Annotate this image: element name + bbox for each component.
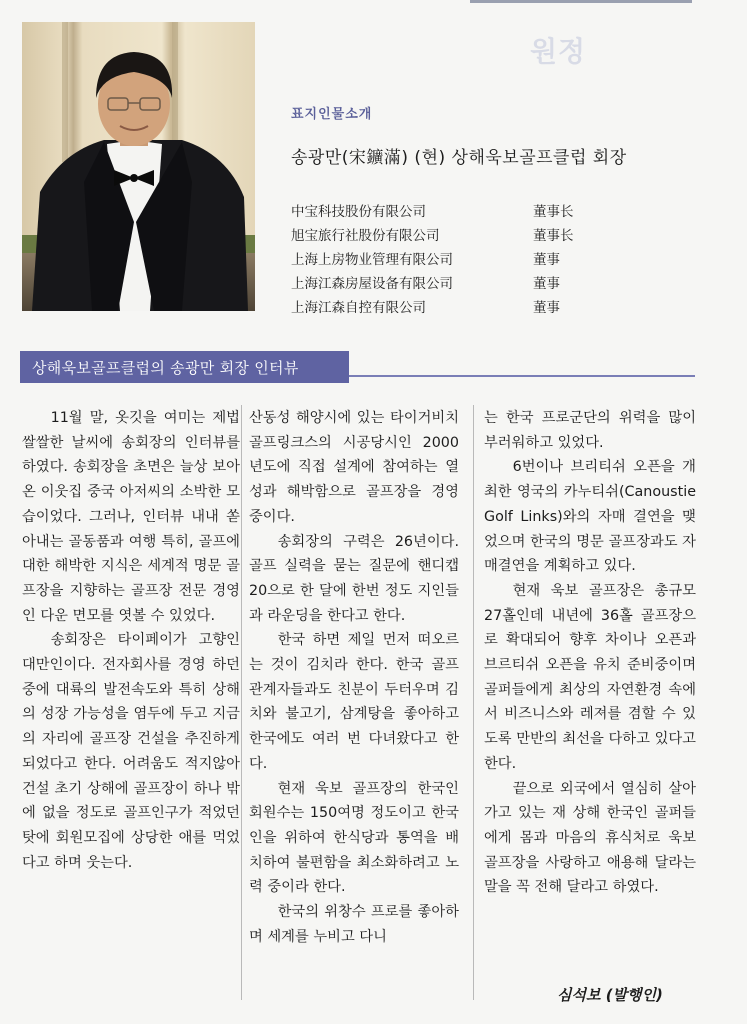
interview-banner [20, 351, 695, 383]
article-paragraph: 6번이나 브리티쉬 오픈을 개최한 영국의 카누티쉬(Canoustie Golf Links)와의 자매 결연을 맺었으며 한국의 명문 골프장과도 자매결연을 계획하고 있다. [484, 459, 696, 575]
article-paragraph: 송회장의 구력은 26년이다. 골프 실력을 묻는 질문에 핸디캡 20으로 한 달에 한번 정도 지인들과 라운딩을 한다고 한다. [249, 533, 459, 624]
position-row [291, 248, 611, 272]
portrait-figure [22, 22, 255, 311]
position-row [291, 224, 611, 248]
article-column-1 [22, 406, 240, 875]
cover-person-name: 송광만(宋鑛滿) (현) 상해욱보골프클럽 회장 [291, 148, 627, 168]
article-paragraph: 산동성 해양시에 있는 타이거비치 골프링크스의 시공당시인 2000년도에 직접 설계에 참여하는 열성과 해박함으로 골프장을 경영 중이다. [249, 410, 459, 525]
company-name: 中宝科技股份有限公司 [291, 204, 426, 220]
position-title: 董事 [533, 300, 560, 316]
position-row [291, 272, 611, 296]
top-rule [470, 0, 692, 3]
article-paragraph: 현재 욱보 골프장은 총규모 27홀인데 내년에 36홀 골프장으로 확대되어 향후 차이나 오픈과 브르티쉬 오픈을 유치 준비중이며 골퍼들에게 최상의 자연환경 속에서 비즈니스와 레져를 겸할 수 있도록 만반의 최선을 다하고 있다고 한다. [484, 582, 696, 772]
position-title: 董事长 [533, 204, 574, 220]
company-name: 旭宝旅行社股份有限公司 [291, 228, 440, 244]
position-row [291, 296, 611, 320]
article-paragraph: 한국의 위창수 프로를 좋아하며 세계를 누비고 다니 [249, 904, 459, 945]
article-column-2 [249, 406, 459, 949]
background-title: 원정 [530, 35, 587, 68]
banner-rule [349, 375, 695, 377]
article-paragraph: 현재 욱보 골프장의 한국인 회원수는 150여명 정도이고 한국인을 위하여 한식당과 통역을 배치하여 불편함을 최소화하려고 노력 중이라 한다. [249, 780, 459, 896]
article-paragraph: 는 한국 프로군단의 위력을 많이 부러워하고 있었다. [484, 410, 696, 451]
position-title: 董事长 [533, 228, 574, 244]
cover-person-label: 표지인물소개 [291, 107, 373, 122]
position-title: 董事 [533, 276, 560, 292]
article-paragraph: 11월 말, 옷깃을 여미는 제법 쌀쌀한 날씨에 송회장의 인터뷰를 하였다. 송회장을 초면은 늘상 보아온 이웃집 중국 아저씨의 소박한 모습이었다. 그러나, 인터뷰 내내 쏟아내는 골동품과 여행 특히, 골프에 대한 해박한 지식은 세계적 명문 골프장을 지향하는 골프장 전문 경영인 다운 면모를 엿볼 수 있었다. [22, 410, 240, 624]
article-paragraph: 끝으로 외국에서 열심히 살아가고 있는 재 상해 한국인 골퍼들에게 몸과 마음의 휴식처로 욱보 골프장을 사랑하고 애용해 달라는 말을 꼭 전해 달라고 하였다. [484, 780, 696, 896]
position-row [291, 200, 611, 224]
position-title: 董事 [533, 252, 560, 268]
positions-list [291, 200, 611, 320]
author-signature: 심석보 (발행인) [557, 986, 663, 1004]
cover-portrait-photo [22, 22, 255, 311]
company-name: 上海江森房屋设备有限公司 [291, 276, 453, 292]
article-paragraph: 송회장은 타이페이가 고향인 대만인이다. 전자회사를 경영 하던 중에 대륙의 발전속도와 특히 상해의 성장 가능성을 염두에 두고 지금의 자리에 골프장 건설을 추진하게 되었다고 한다. 어려움도 적지않아 건설 초기 상해에 골프장이 하나 밖에 없을 정도로 골프인구가 적었던 탓에 회원모집에 상당한 애를 먹었다고 하며 웃는다. [22, 632, 240, 871]
column-divider [241, 405, 242, 1000]
article-paragraph: 한국 하면 제일 먼저 떠오르는 것이 김치라 한다. 한국 골프 관계자들과도 친분이 두터우며 김치와 불고기, 삼계탕을 좋아하고 한국에도 여러 번 다녀왔다고 한다. [249, 632, 459, 772]
article-column-3 [484, 406, 696, 900]
company-name: 上海上房物业管理有限公司 [291, 252, 453, 268]
company-name: 上海江森自控有限公司 [291, 300, 426, 316]
column-divider [473, 405, 474, 1000]
banner-title: 상해욱보골프클럽의 송광만 회장 인터뷰 [32, 359, 299, 377]
